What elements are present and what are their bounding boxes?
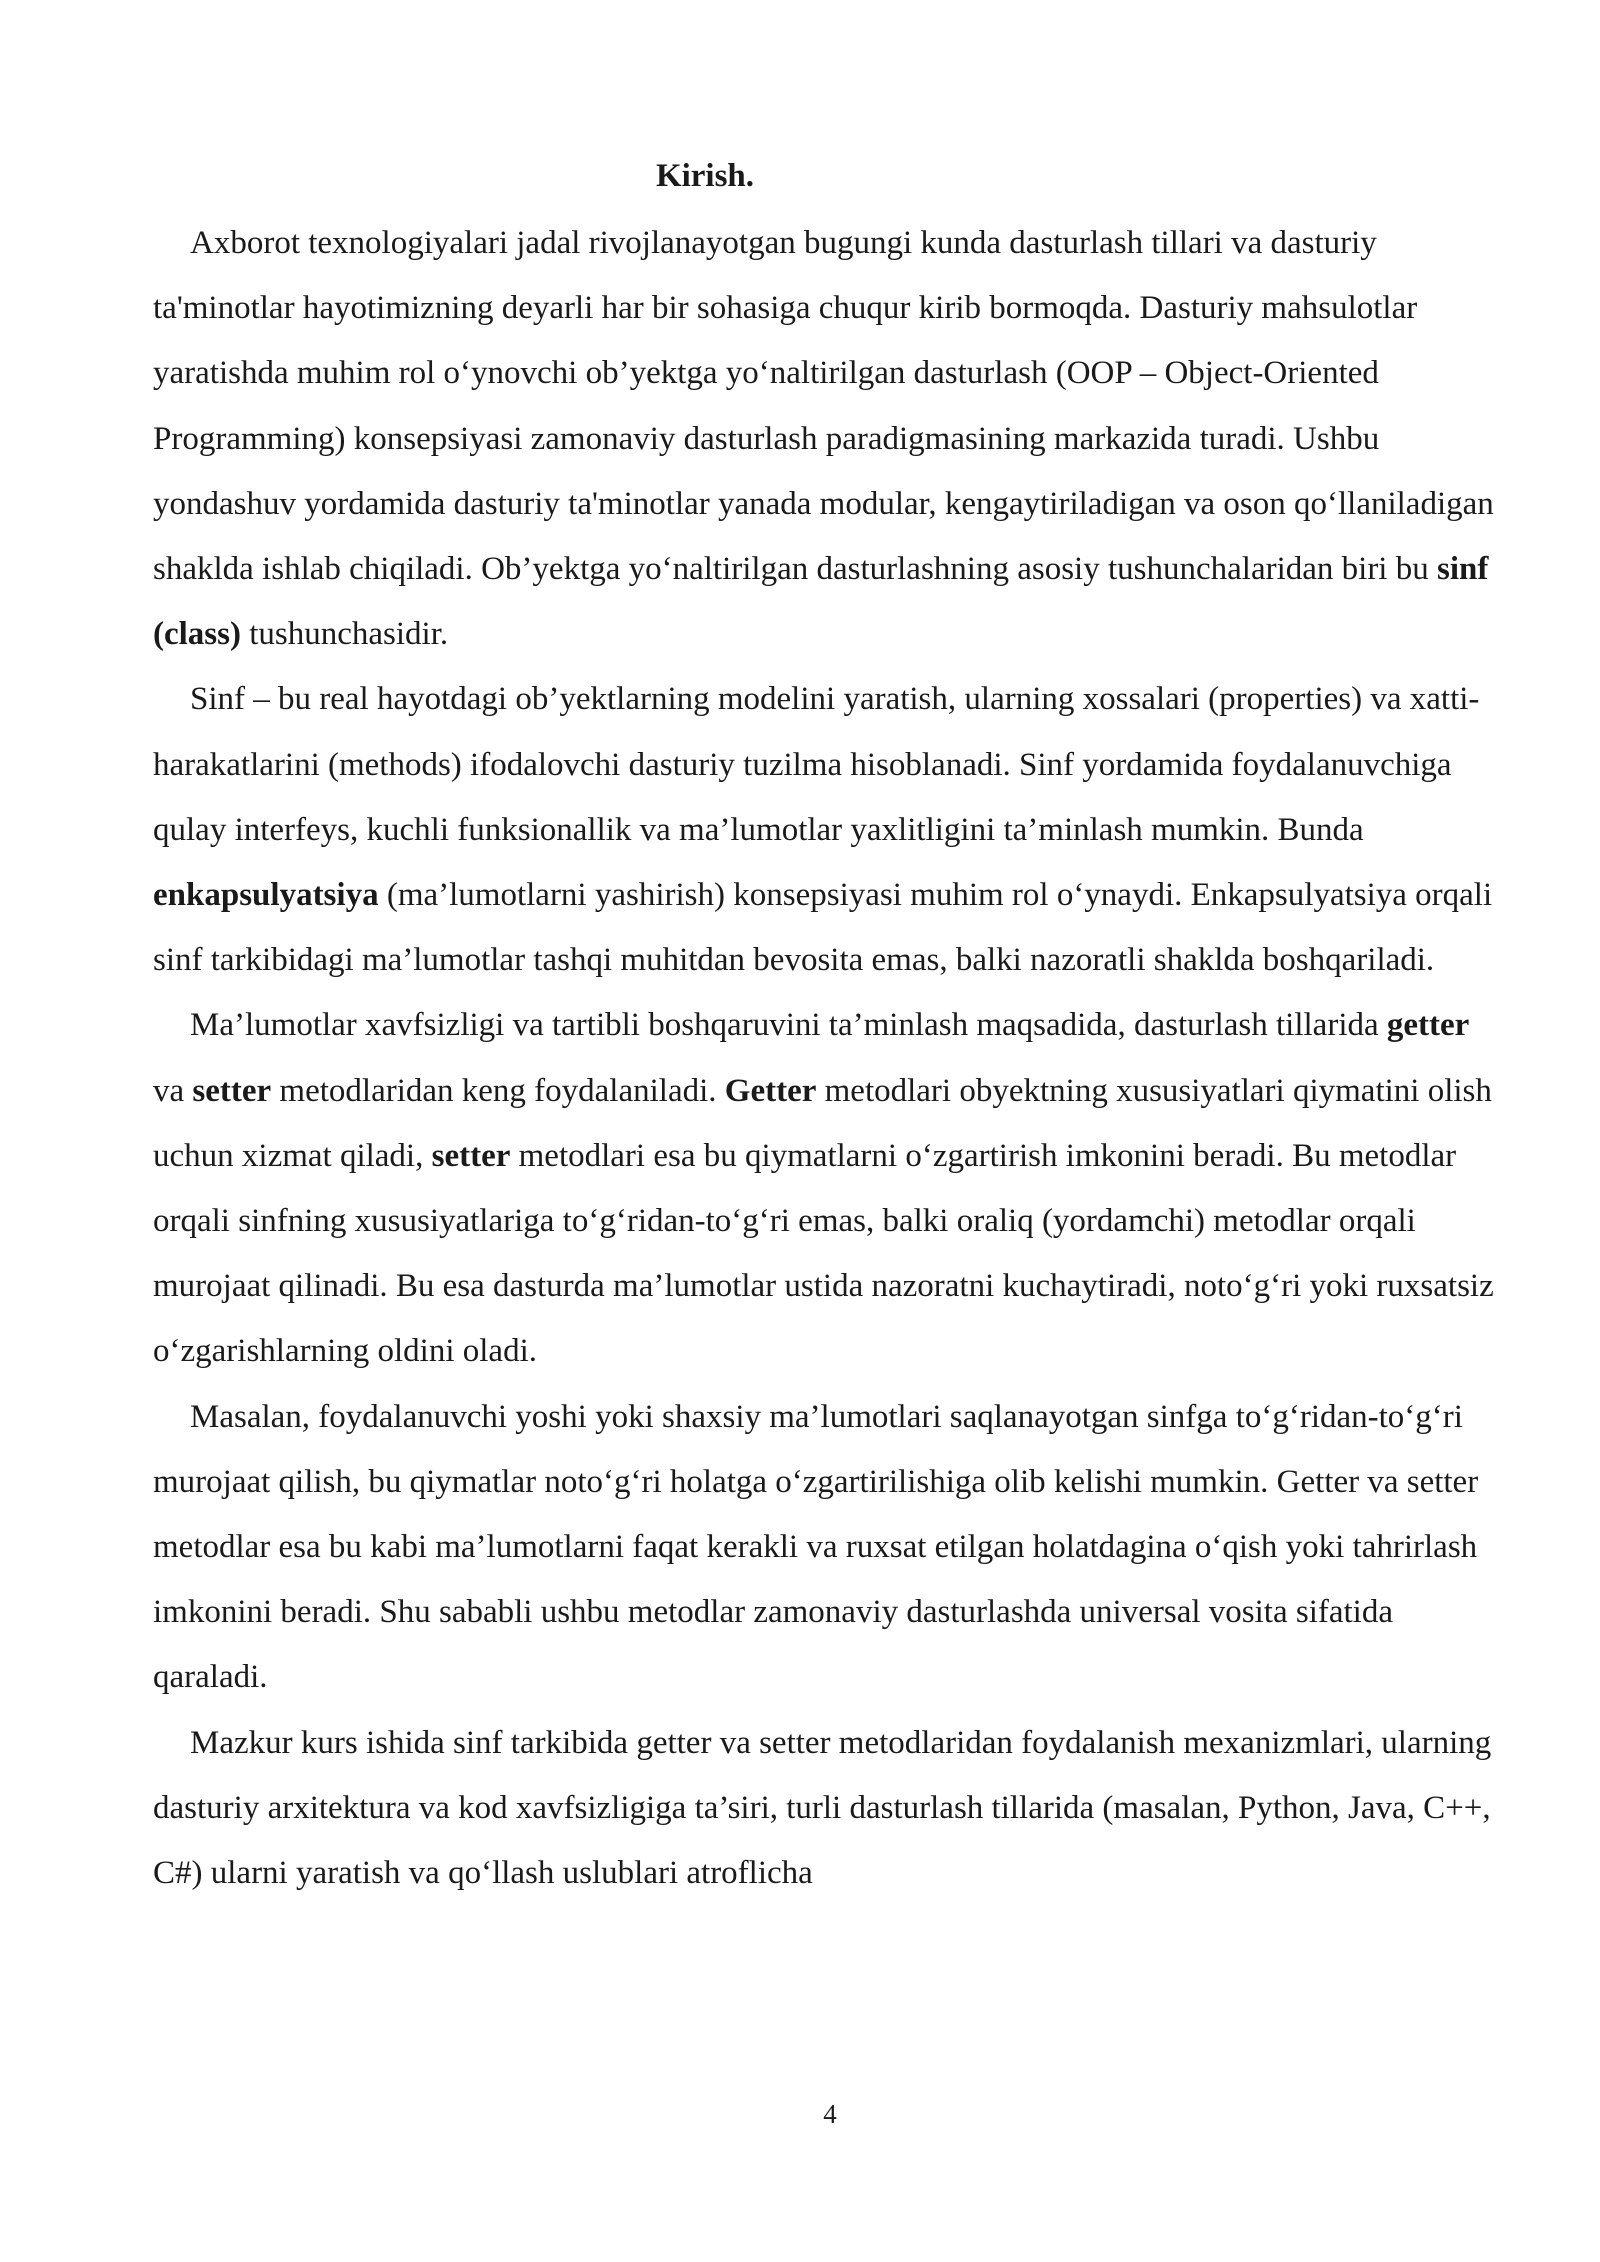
text-run: metodlaridan keng foydalaniladi. (271, 1072, 725, 1109)
paragraph-5 (153, 1711, 1498, 1907)
text-run: metodlari esa bu qiymatlarni o‘zgartirish imkonini beradi. Bu metodlar orqali sinfning xususiyatlariga to‘g‘ridan-to‘g‘ri emas, balki oraliq (yordamchi) metodlar orqali murojaat qilinadi. Bu esa dasturda ma’lumotlar ustida nazoratni kuchaytiradi, noto‘g‘ri yoki ruxsatsiz o‘zgarishlarning oldini oladi. (153, 1137, 1494, 1370)
bold-term: getter (1386, 1007, 1470, 1044)
text-run: Axborot texnologiyalari jadal rivojlanayotgan bugungi kunda dasturlash tillari va dasturiy ta'minotlar hayotimizning deyarli har bir sohasiga chuqur kirib bormoqda. Dasturiy mahsulotlar yaratishda muhim rol o‘ynovchi ob’yektga yo‘naltirilgan dasturlash (OOP – Object-Oriented Programming) konsepsiyasi zamonaviy dasturlash paradigmasining markazida turadi. Ushbu yondashuv yordamida dasturiy ta'minotlar yanada modular, kengaytiriladigan va oson qo‘llaniladigan shaklda ishlab chiqiladi. Ob’yektga yo‘naltirilgan dasturlashning asosiy tushunchalaridan biri bu (153, 225, 1494, 588)
text-run: va (153, 1072, 193, 1109)
bold-term: setter (192, 1072, 272, 1109)
section-heading: Kirish. (655, 158, 755, 194)
paragraph-4 (153, 1385, 1498, 1711)
page-number: 4 (823, 2099, 837, 2129)
paragraph-3 (153, 993, 1498, 1384)
bold-term: sinf (class) (153, 551, 1489, 653)
bold-term: setter (431, 1137, 511, 1174)
text-run: metodlari obyektning xususiyatlari qiymatini olish uchun xizmat qiladi, (153, 1072, 1492, 1174)
bold-term: Getter (724, 1072, 817, 1109)
text-run: (ma’lumotlarni yashirish) konsepsiyasi muhim rol o‘ynaydi. Enkapsulyatsiya orqali sinf tarkibidagi ma’lumotlar tashqi muhitdan bevosita emas, balki nazoratli shaklda boshqariladi. (153, 877, 1493, 979)
text-run: tushunchasidir. (240, 616, 449, 653)
bold-term: enkapsulyatsiya (153, 877, 379, 914)
paragraph-2 (153, 667, 1498, 993)
text-run: Sinf – bu real hayotdagi ob’yektlarning modelini yaratish, ularning xossalari (properties) va xatti-harakatlarini (methods) ifodalovchi dasturiy tuzilma hisoblanadi. Sinf yordamida foydalanuvchiga qulay interfeys, kuchli funksionallik va ma’lumotlar yaxlitligini ta’minlash mumkin. Bunda (153, 681, 1480, 848)
body-text (153, 211, 1498, 1906)
paragraph-1 (153, 211, 1498, 667)
text-run: Masalan, foydalanuvchi yoshi yoki shaxsiy ma’lumotlari saqlanayotgan sinfga to‘g‘ridan-to‘g‘ri murojaat qilish, bu qiymatlar noto‘g‘ri holatga o‘zgartirilishiga olib kelishi mumkin. Getter va setter metodlar esa bu kabi ma’lumotlarni faqat kerakli va ruxsat etilgan holatdagina o‘qish yoki tahrirlash imkonini beradi. Shu sababli ushbu metodlar zamonaviy dasturlashda universal vosita sifatida qaraladi. (153, 1398, 1479, 1696)
text-run: Ma’lumotlar xavfsizligi va tartibli boshqaruvini ta’minlash maqsadida, dasturlash tillarida (190, 1007, 1387, 1044)
text-run: Mazkur kurs ishida sinf tarkibida getter va setter metodlaridan foydalanish mexanizmlari, ularning dasturiy arxitektura va kod xavfsizligiga ta’siri, turli dasturlash tillarida (masalan, Python, Java, C++, C#) ularni yaratish va qo‘llash uslublari atroflicha (153, 1724, 1492, 1892)
